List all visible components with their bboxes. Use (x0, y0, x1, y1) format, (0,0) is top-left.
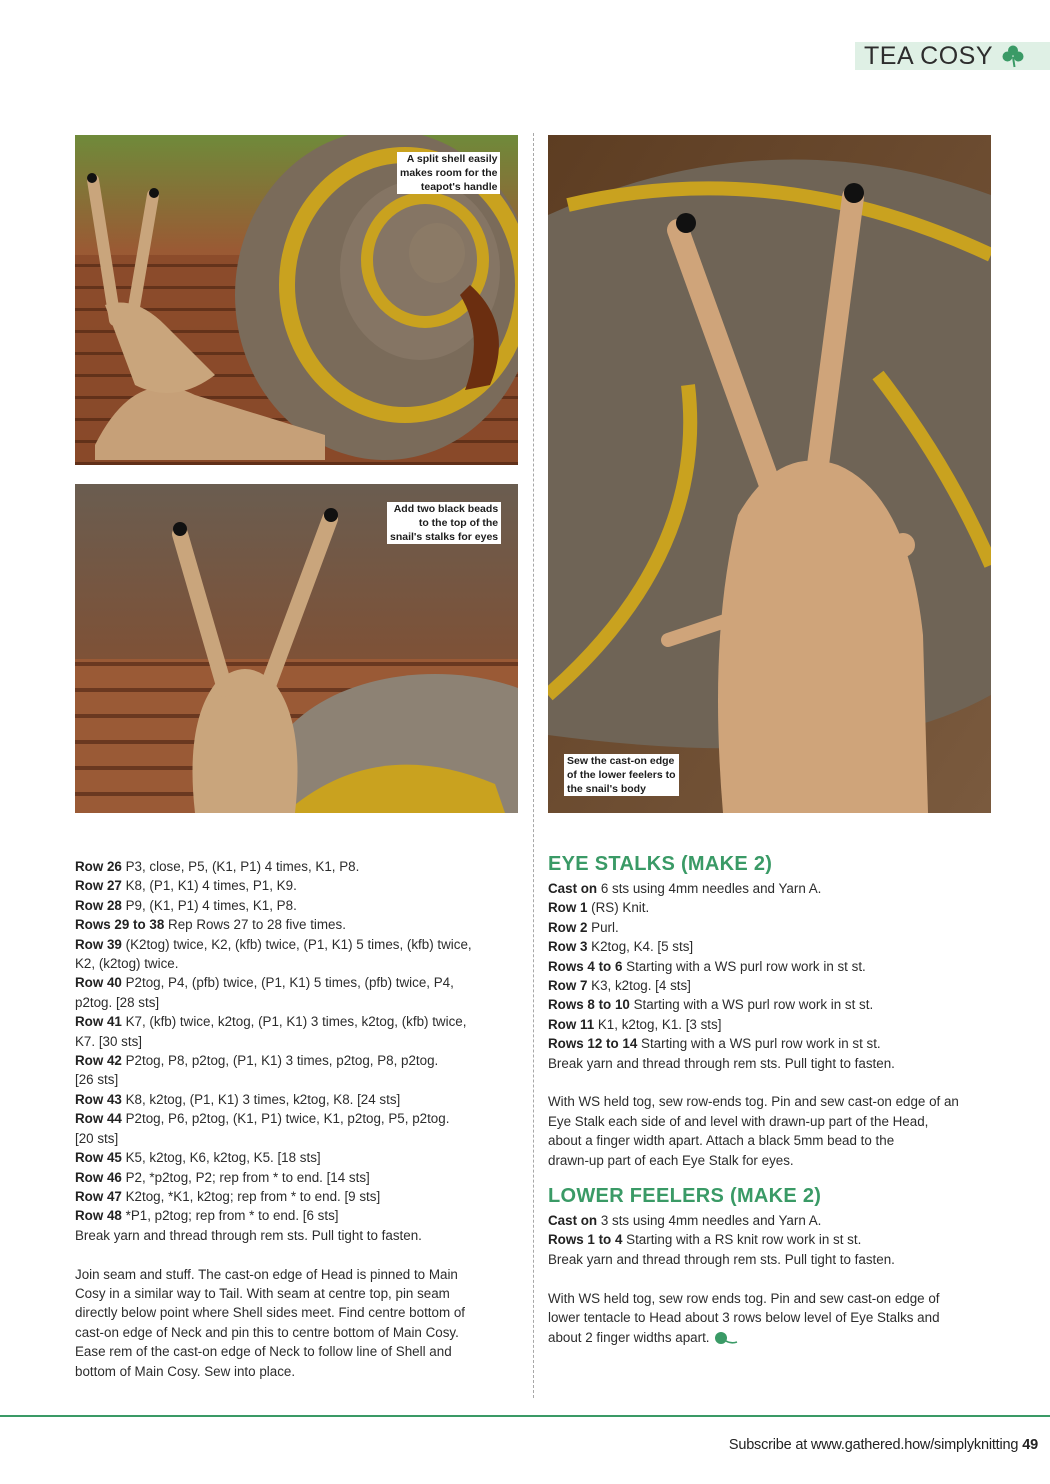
lower-feelers-paragraph (548, 1289, 993, 1347)
pattern-row (75, 993, 520, 1012)
pattern-row (75, 1070, 520, 1089)
row-label: Row 45 (75, 1150, 122, 1166)
footer-rule (0, 1415, 1050, 1417)
pattern-row (548, 1054, 993, 1073)
row-instruction: Starting with a WS purl row work in st st. (622, 958, 866, 974)
row-instruction: P9, (K1, P1) 4 times, K1, P8. (121, 897, 297, 913)
pattern-row (548, 1034, 993, 1053)
caption-split-shell: A split shell easily makes room for the teapot's handle (397, 152, 500, 194)
row-label: Row 40 (75, 975, 122, 991)
pattern-row (548, 898, 993, 917)
pattern-row (548, 937, 993, 956)
row-label: Row 42 (75, 1053, 122, 1069)
row-label: Row 28 (75, 897, 122, 913)
row-instruction: Purl. (587, 919, 619, 935)
row-instruction: Break yarn and thread through rem sts. Pull tight to fasten. (548, 1055, 895, 1071)
eye-stalks-rows (548, 879, 993, 1073)
clover-icon (1001, 44, 1025, 68)
pattern-row (548, 918, 993, 937)
row-instruction: K7. [30 sts] (75, 1033, 142, 1049)
row-label: Row 7 (548, 978, 588, 994)
pattern-row (75, 1168, 520, 1187)
pattern-row (548, 1250, 993, 1269)
pattern-rows (75, 857, 520, 1245)
pattern-row (548, 1230, 993, 1249)
row-instruction: P2, *p2tog, P2; rep from * to end. [14 sts] (121, 1169, 370, 1185)
row-label: Cast on (548, 1213, 598, 1229)
paragraph-line: bottom of Main Cosy. Sew into place. (75, 1363, 296, 1379)
paragraph-line: lower tentacle to Head about 3 rows below level of Eye Stalks and (548, 1310, 940, 1326)
paragraph-line: cast-on edge of Neck and pin this to centre bottom of Main Cosy. (75, 1324, 459, 1340)
row-instruction: (K2tog) twice, K2, (kfb) twice, (P1, K1) 5 times, (kfb) twice, (121, 936, 472, 952)
pattern-row (75, 1109, 520, 1128)
pattern-row (75, 896, 520, 915)
row-label: Rows 8 to 10 (548, 997, 630, 1013)
pattern-row (75, 1187, 520, 1206)
paragraph-line: With WS held tog, sew row ends tog. Pin and sew cast-on edge of (548, 1290, 940, 1306)
row-label: Rows 29 to 38 (75, 917, 165, 933)
row-instruction: K8, (P1, K1) 4 times, P1, K9. (121, 878, 297, 894)
row-label: Row 3 (548, 939, 588, 955)
row-instruction: Break yarn and thread through rem sts. Pull tight to fasten. (75, 1227, 422, 1243)
pattern-row (75, 1012, 520, 1031)
row-instruction: K2, (k2tog) twice. (75, 956, 179, 972)
paragraph-line: directly below point where Shell sides meet. Find centre bottom of (75, 1305, 466, 1321)
eye-stalks-heading: EYE STALKS (MAKE 2) (548, 853, 773, 875)
pattern-row (75, 1148, 520, 1167)
row-instruction: p2tog. [28 sts] (75, 994, 160, 1010)
row-instruction: 6 sts using 4mm needles and Yarn A. (597, 881, 822, 896)
pattern-row (548, 957, 993, 976)
pattern-row (75, 876, 520, 895)
pattern-row (75, 954, 520, 973)
paragraph-line: drawn-up part of each Eye Stalk for eyes. (548, 1152, 794, 1168)
row-instruction: [20 sts] (75, 1130, 119, 1146)
pattern-row (75, 857, 520, 876)
pattern-row (75, 1090, 520, 1109)
row-label: Cast on (548, 881, 598, 896)
row-instruction: P3, close, P5, (K1, P1) 4 times, K1, P8. (121, 859, 360, 874)
pattern-row (75, 915, 520, 934)
row-label: Row 27 (75, 878, 122, 894)
pattern-row (75, 973, 520, 992)
row-label: Rows 12 to 14 (548, 1036, 638, 1052)
footer (729, 1437, 1038, 1453)
row-instruction: *P1, p2tog; rep from * to end. [6 sts] (121, 1208, 339, 1224)
left-column (75, 857, 520, 1381)
row-instruction: Break yarn and thread through rem sts. Pull tight to fasten. (548, 1251, 895, 1267)
row-instruction: K2tog, *K1, k2tog; rep from * to end. [9 sts] (121, 1188, 381, 1204)
row-label: Rows 1 to 4 (548, 1232, 623, 1248)
lower-feelers-heading: LOWER FEELERS (MAKE 2) (548, 1185, 822, 1208)
row-label: Row 26 (75, 859, 122, 874)
row-instruction: Starting with a WS purl row work in st st. (629, 997, 874, 1013)
paragraph-line: about 2 finger widths apart. (548, 1328, 993, 1347)
lower-feelers-rows (548, 1211, 993, 1269)
row-label: Row 43 (75, 1091, 122, 1107)
section-title: TEA COSY (864, 42, 994, 70)
paragraph-line: With WS held tog, sew row-ends tog. Pin and sew cast-on edge of an (548, 1094, 959, 1110)
row-instruction: P2tog, P4, (pfb) twice, (P1, K1) 5 times, (pfb) twice, P4, (121, 975, 454, 991)
pattern-row (548, 1211, 993, 1230)
pattern-row (548, 995, 993, 1014)
row-instruction: K1, k2tog, K1. [3 sts] (594, 1016, 722, 1032)
pattern-row (75, 1032, 520, 1051)
paragraph-line: about a finger width apart. Attach a black 5mm bead to the (548, 1133, 895, 1149)
row-label: Row 2 (548, 919, 588, 935)
pattern-row (75, 935, 520, 954)
pattern-row (548, 879, 993, 898)
row-label: Row 44 (75, 1111, 122, 1127)
row-label: Row 47 (75, 1188, 122, 1204)
paragraph-line: Join seam and stuff. The cast-on edge of Head is pinned to Main (75, 1266, 458, 1282)
row-label: Row 46 (75, 1169, 122, 1185)
row-label: Row 11 (548, 1016, 595, 1032)
row-instruction: K3, k2tog. [4 sts] (587, 978, 691, 994)
row-label: Rows 4 to 6 (548, 958, 623, 974)
row-label: Row 48 (75, 1208, 122, 1224)
caption-black-beads: Add two black beads to the top of the snail's stalks for eyes (387, 502, 501, 544)
row-instruction: K8, k2tog, (P1, K1) 3 times, k2tog, K8. [24 sts] (121, 1091, 401, 1107)
section-tab (855, 42, 1050, 70)
pattern-row (548, 976, 993, 995)
paragraph-line: Cosy in a similar way to Tail. With seam at centre top, pin seam (75, 1285, 450, 1301)
pattern-row (75, 1226, 520, 1245)
column-divider (533, 133, 534, 1398)
finishing-paragraph (75, 1265, 520, 1381)
row-instruction: Starting with a RS knit row work in st st. (622, 1232, 862, 1248)
page-number: 49 (1022, 1437, 1038, 1453)
row-instruction: Starting with a WS purl row work in st st. (637, 1036, 881, 1052)
subscribe-link[interactable]: Subscribe at www.gathered.how/simplyknitting (728, 1437, 1019, 1453)
row-label: Row 39 (75, 936, 122, 952)
paragraph-line: Eye Stalk each side of and level with drawn-up part of the Head, (548, 1113, 929, 1129)
row-instruction: P2tog, P8, p2tog, (P1, K1) 3 times, p2tog, P8, p2tog. (121, 1053, 439, 1069)
row-instruction: Rep Rows 27 to 28 five times. (164, 917, 346, 933)
row-instruction: (RS) Knit. (587, 900, 650, 916)
pattern-row (75, 1206, 520, 1225)
photo-snail-head (548, 135, 991, 813)
paragraph-line: Ease rem of the cast-on edge of Neck to follow line of Shell and (75, 1344, 452, 1360)
row-instruction: K5, k2tog, K6, k2tog, K5. [18 sts] (121, 1150, 321, 1166)
row-instruction: P2tog, P6, p2tog, (K1, P1) twice, K1, p2tog, P5, p2tog. (121, 1111, 450, 1127)
row-instruction: K7, (kfb) twice, k2tog, (P1, K1) 3 times, k2tog, (kfb) twice, (121, 1014, 467, 1030)
row-instruction: 3 sts using 4mm needles and Yarn A. (597, 1213, 822, 1229)
eye-stalks-paragraph (548, 1092, 993, 1170)
pattern-row (548, 1015, 993, 1034)
pattern-row (75, 1051, 520, 1070)
row-instruction: [26 sts] (75, 1072, 119, 1088)
pattern-row (75, 1129, 520, 1148)
row-instruction: K2tog, K4. [5 sts] (587, 939, 694, 955)
row-label: Row 41 (75, 1014, 122, 1030)
right-column (548, 849, 993, 1347)
caption-lower-feelers: Sew the cast-on edge of the lower feelers to the snail's body (564, 754, 679, 796)
row-label: Row 1 (548, 900, 588, 916)
yarn-ball-icon (714, 1331, 738, 1345)
